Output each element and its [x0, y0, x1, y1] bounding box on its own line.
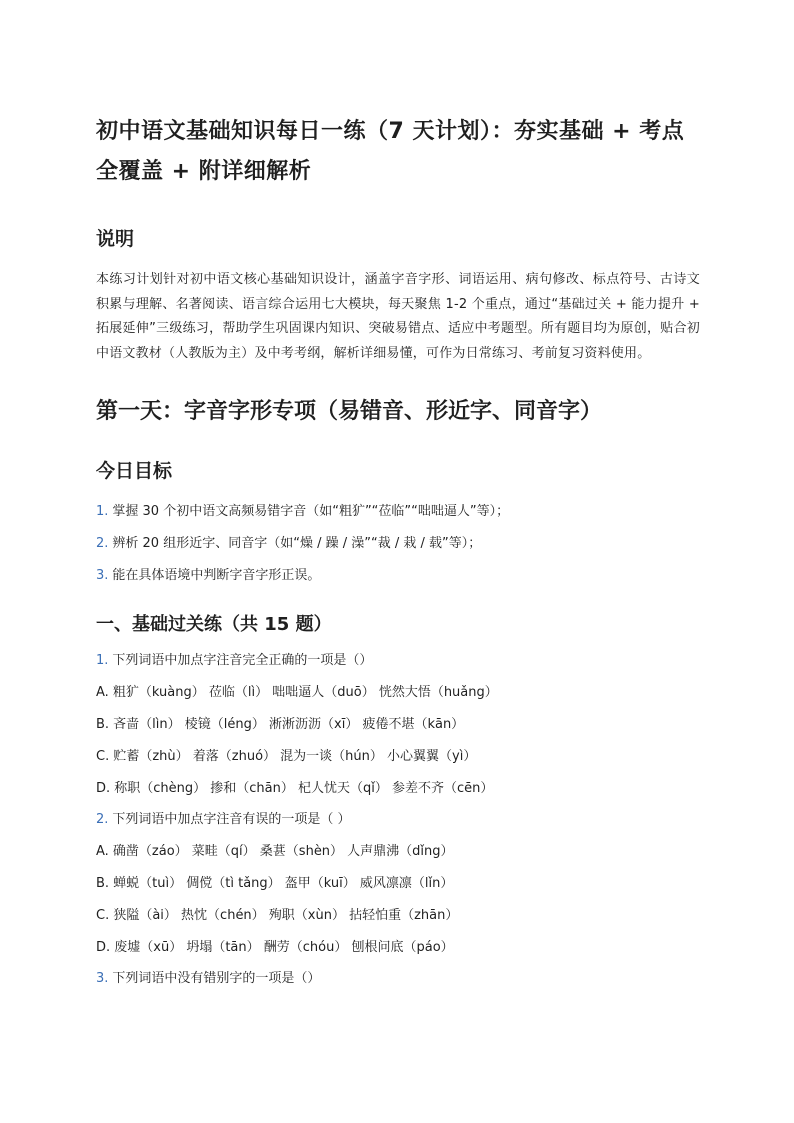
goal-item	[96, 560, 700, 592]
question-number: 1.	[96, 653, 109, 669]
question-stem	[96, 645, 700, 677]
option-d: D. 称职（chèng） 掺和（chān） 杞人忧天（qǐ） 参差不齐（cēn）	[96, 780, 494, 796]
day1-title: 第一天：字音字形专项（易错音、形近字、同音字）	[96, 399, 603, 424]
question-text: 下列词语中加点字注音完全正确的一项是（）	[112, 653, 373, 669]
option-b: B. 蝉蜕（tuì） 倜傥（tì tǎng） 盔甲（kuī） 威风凛凛（lǐn）	[96, 875, 454, 891]
goal-number: 3.	[96, 567, 109, 583]
document-title: 初中语文基础知识每日一练（7 天计划）：夯实基础 + 考点全覆盖 + 附详细解析	[96, 119, 685, 184]
section1-title: 一、基础过关练（共 15 题）	[96, 614, 332, 636]
goal-text: 辨析 20 组形近字、同音字（如“燥 / 躁 / 澡”“裁 / 栽 / 载”等）；	[112, 535, 482, 551]
intro-heading: 说明	[96, 228, 135, 250]
question-block	[96, 645, 700, 804]
option-a: A. 粗犷（kuàng） 莅临（lì） 咄咄逼人（duō） 恍然大悟（huǎng）	[96, 685, 498, 701]
question-stem	[96, 963, 700, 995]
goal-number: 2.	[96, 535, 109, 551]
question-stem	[96, 804, 700, 836]
goals-heading: 今日目标	[96, 460, 173, 482]
goals-list	[96, 496, 700, 591]
goal-item	[96, 496, 700, 528]
question-text: 下列词语中加点字注音有误的一项是（ ）	[112, 812, 351, 828]
intro-paragraph: 本练习计划针对初中语文核心基础知识设计，涵盖字音字形、词语运用、病句修改、标点符号、古诗文积累与理解、名著阅读、语言综合运用七大模块，每天聚焦 1-2 个重点，通过“基础过关 + 能力提升 + 拓展延伸”三级练习，帮助学生巩固课内知识、突破易错点、适应中考题型。所有题目均为原创，贴合初中语文教材（人教版为主）及中考考纲，解析详细易懂，可作为日常练习、考前复习资料使用。	[96, 272, 700, 361]
question-block	[96, 963, 700, 995]
question-block	[96, 804, 700, 963]
question-number: 2.	[96, 812, 109, 828]
goal-number: 1.	[96, 504, 109, 519]
option-c: C. 贮蓄（zhù） 着落（zhuó） 混为一谈（hún） 小心翼翼（yì）	[96, 748, 477, 764]
document-page	[96, 112, 700, 995]
goal-text: 能在具体语境中判断字音字形正误。	[112, 567, 321, 583]
option-b: B. 吝啬（lìn） 棱镜（léng） 淅淅沥沥（xī） 疲倦不堪（kān）	[96, 716, 465, 732]
option-a: A. 确凿（záo） 菜畦（qí） 桑葚（shèn） 人声鼎沸（dǐng）	[96, 844, 454, 860]
option-c: C. 狭隘（ài） 热忱（chén） 殉职（xùn） 拈轻怕重（zhān）	[96, 907, 459, 923]
question-number: 3.	[96, 971, 109, 987]
option-d: D. 废墟（xū） 坍塌（tān） 酬劳（chóu） 刨根问底（páo）	[96, 939, 454, 955]
goal-text: 掌握 30 个初中语文高频易错字音（如“粗犷”“莅临”“咄咄逼人”等）；	[112, 504, 510, 519]
goal-item	[96, 528, 700, 560]
question-text: 下列词语中没有错别字的一项是（）	[112, 971, 321, 987]
